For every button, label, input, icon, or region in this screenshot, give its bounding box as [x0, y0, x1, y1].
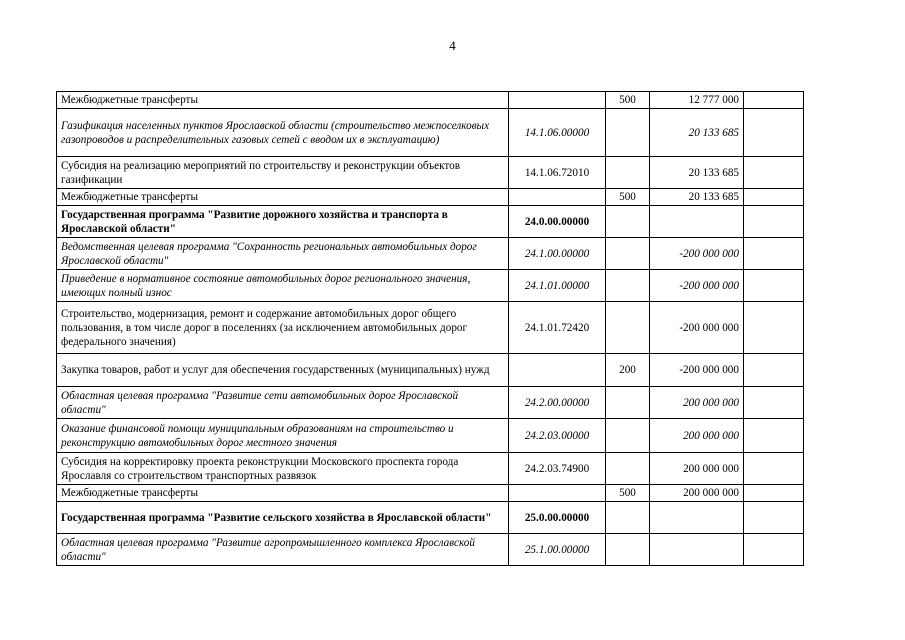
row-code-cell [509, 485, 606, 502]
table-row [57, 157, 804, 189]
table-row [57, 387, 804, 419]
row-code-cell [509, 354, 606, 387]
row-name-cell: Государственная программа "Развитие сельского хозяйства в Ярославской области" [57, 502, 509, 534]
table-row [57, 419, 804, 453]
row-sum-cell [650, 206, 744, 238]
row-code-cell: 14.1.06.00000 [509, 109, 606, 157]
row-type-cell [606, 502, 650, 534]
table-row [57, 485, 804, 502]
row-name-cell: Субсидия на корректировку проекта реконструкции Московского проспекта города Ярославля со строительством транспортных развязок [57, 453, 509, 485]
row-name-cell: Межбюджетные трансферты [57, 189, 509, 206]
row-sum-cell [650, 502, 744, 534]
row-code-cell [509, 189, 606, 206]
row-name-cell: Государственная программа "Развитие дорожного хозяйства и транспорта в Ярославской области" [57, 206, 509, 238]
table-row [57, 453, 804, 485]
row-extra-cell [744, 387, 804, 419]
page-number: 4 [449, 38, 456, 53]
row-extra-cell [744, 302, 804, 354]
row-code-cell: 25.1.00.00000 [509, 534, 606, 566]
row-type-cell [606, 419, 650, 453]
table-row [57, 302, 804, 354]
row-name-cell: Приведение в нормативное состояние автомобильных дорог регионального значения, имеющих полный износ [57, 270, 509, 302]
row-code-cell: 24.1.00.00000 [509, 238, 606, 270]
row-type-cell: 500 [606, 485, 650, 502]
row-sum-cell: -200 000 000 [650, 354, 744, 387]
row-name-cell: Газификация населенных пунктов Ярославской области (строительство межпоселковых газопроводов и распределительных газовых сетей с вводом их в эксплуатацию) [57, 109, 509, 157]
table-row [57, 534, 804, 566]
row-code-cell: 24.1.01.72420 [509, 302, 606, 354]
row-sum-cell: 200 000 000 [650, 485, 744, 502]
row-code-cell: 24.2.03.74900 [509, 453, 606, 485]
row-extra-cell [744, 453, 804, 485]
row-type-cell: 500 [606, 92, 650, 109]
row-sum-cell: 20 133 685 [650, 157, 744, 189]
table-row [57, 109, 804, 157]
row-extra-cell [744, 189, 804, 206]
row-type-cell [606, 238, 650, 270]
row-type-cell [606, 387, 650, 419]
row-extra-cell [744, 238, 804, 270]
row-sum-cell: 200 000 000 [650, 419, 744, 453]
row-extra-cell [744, 534, 804, 566]
row-name-cell: Областная целевая программа "Развитие агропромышленного комплекса Ярославской области" [57, 534, 509, 566]
row-type-cell [606, 270, 650, 302]
budget-table-body [57, 92, 804, 566]
row-name-cell: Областная целевая программа "Развитие сети автомобильных дорог Ярославской области" [57, 387, 509, 419]
row-type-cell [606, 534, 650, 566]
budget-table [56, 91, 804, 566]
row-name-cell: Строительство, модернизация, ремонт и содержание автомобильных дорог общего пользования, в том числе дорог в поселениях (за исключением автомобильных дорог федерального значения) [57, 302, 509, 354]
row-extra-cell [744, 92, 804, 109]
row-code-cell: 25.0.00.00000 [509, 502, 606, 534]
table-row [57, 502, 804, 534]
row-type-cell: 500 [606, 189, 650, 206]
row-extra-cell [744, 485, 804, 502]
row-type-cell [606, 109, 650, 157]
row-name-cell: Субсидия на реализацию мероприятий по строительству и реконструкции объектов газификации [57, 157, 509, 189]
row-sum-cell: 20 133 685 [650, 189, 744, 206]
table-row [57, 354, 804, 387]
table-row [57, 92, 804, 109]
table-row [57, 238, 804, 270]
row-sum-cell: -200 000 000 [650, 270, 744, 302]
row-name-cell: Оказание финансовой помощи муниципальным образованиям на строительство и реконструкцию автомобильных дорог местного значения [57, 419, 509, 453]
row-name-cell: Межбюджетные трансферты [57, 92, 509, 109]
row-extra-cell [744, 206, 804, 238]
row-type-cell [606, 302, 650, 354]
row-type-cell: 200 [606, 354, 650, 387]
table-row [57, 189, 804, 206]
row-extra-cell [744, 109, 804, 157]
row-sum-cell: 12 777 000 [650, 92, 744, 109]
row-sum-cell: -200 000 000 [650, 238, 744, 270]
row-extra-cell [744, 502, 804, 534]
row-sum-cell [650, 534, 744, 566]
row-type-cell [606, 206, 650, 238]
row-extra-cell [744, 157, 804, 189]
table-row [57, 270, 804, 302]
row-type-cell [606, 157, 650, 189]
row-sum-cell: -200 000 000 [650, 302, 744, 354]
row-code-cell: 24.1.01.00000 [509, 270, 606, 302]
row-sum-cell: 200 000 000 [650, 453, 744, 485]
row-extra-cell [744, 270, 804, 302]
row-code-cell [509, 92, 606, 109]
row-sum-cell: 200 000 000 [650, 387, 744, 419]
row-extra-cell [744, 419, 804, 453]
row-name-cell: Ведомственная целевая программа "Сохранность региональных автомобильных дорог Ярославской области" [57, 238, 509, 270]
row-sum-cell: 20 133 685 [650, 109, 744, 157]
row-type-cell [606, 453, 650, 485]
table-row [57, 206, 804, 238]
row-extra-cell [744, 354, 804, 387]
row-code-cell: 14.1.06.72010 [509, 157, 606, 189]
row-code-cell: 24.2.03.00000 [509, 419, 606, 453]
row-name-cell: Закупка товаров, работ и услуг для обеспечения государственных (муниципальных) нужд [57, 354, 509, 387]
row-code-cell: 24.2.00.00000 [509, 387, 606, 419]
row-code-cell: 24.0.00.00000 [509, 206, 606, 238]
row-name-cell: Межбюджетные трансферты [57, 485, 509, 502]
